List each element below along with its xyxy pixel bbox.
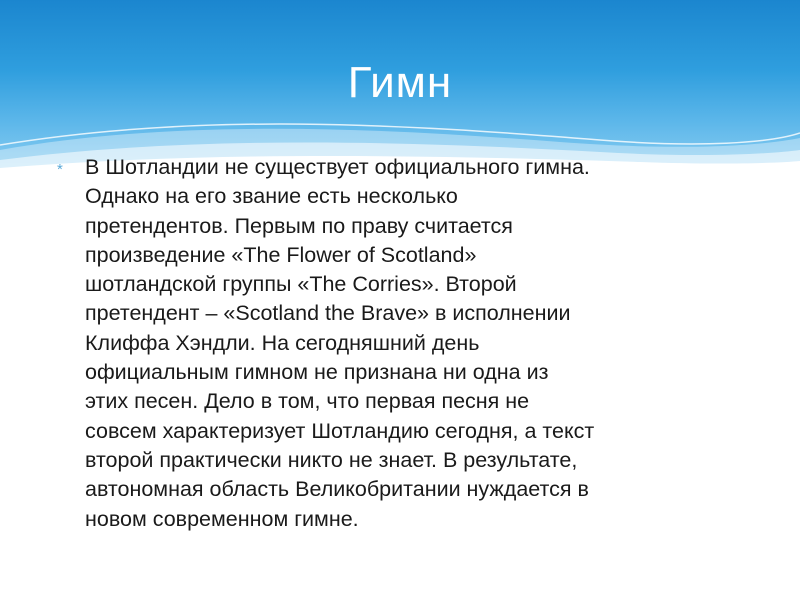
bullet-icon: * [57, 161, 63, 178]
paragraph-line: второй практически никто не знает. В результате, [85, 447, 578, 472]
paragraph-line: претендентов. Первым по праву считается [85, 213, 513, 238]
slide-title: Гимн [347, 58, 453, 107]
paragraph-line: этих песен. Дело в том, что первая песня не [85, 389, 530, 414]
paragraph-line: Однако на его звание есть несколько [85, 184, 458, 209]
paragraph-line: совсем характеризует Шотландию сегодня, а текст [85, 418, 595, 443]
paragraph-line: официальным гимном не признана ни одна из [85, 360, 549, 385]
paragraph-line: новом современном гимне. [85, 506, 359, 531]
paragraph-line: произведение «The Flower of Scotland» [85, 242, 477, 267]
paragraph-line: В Шотландии не существует официального гимна. [85, 155, 590, 179]
paragraph-line: Клиффа Хэндли. На сегодняшний день [85, 330, 480, 355]
paragraph-line: шотландской группы «The Corries». Второй [85, 272, 517, 297]
header-banner [0, 0, 800, 175]
paragraph-line: автономная область Великобритании нуждается в [85, 477, 589, 502]
paragraph-line: претендент – «Scotland the Brave» в исполнении [85, 301, 571, 326]
body-paragraph [85, 153, 745, 534]
